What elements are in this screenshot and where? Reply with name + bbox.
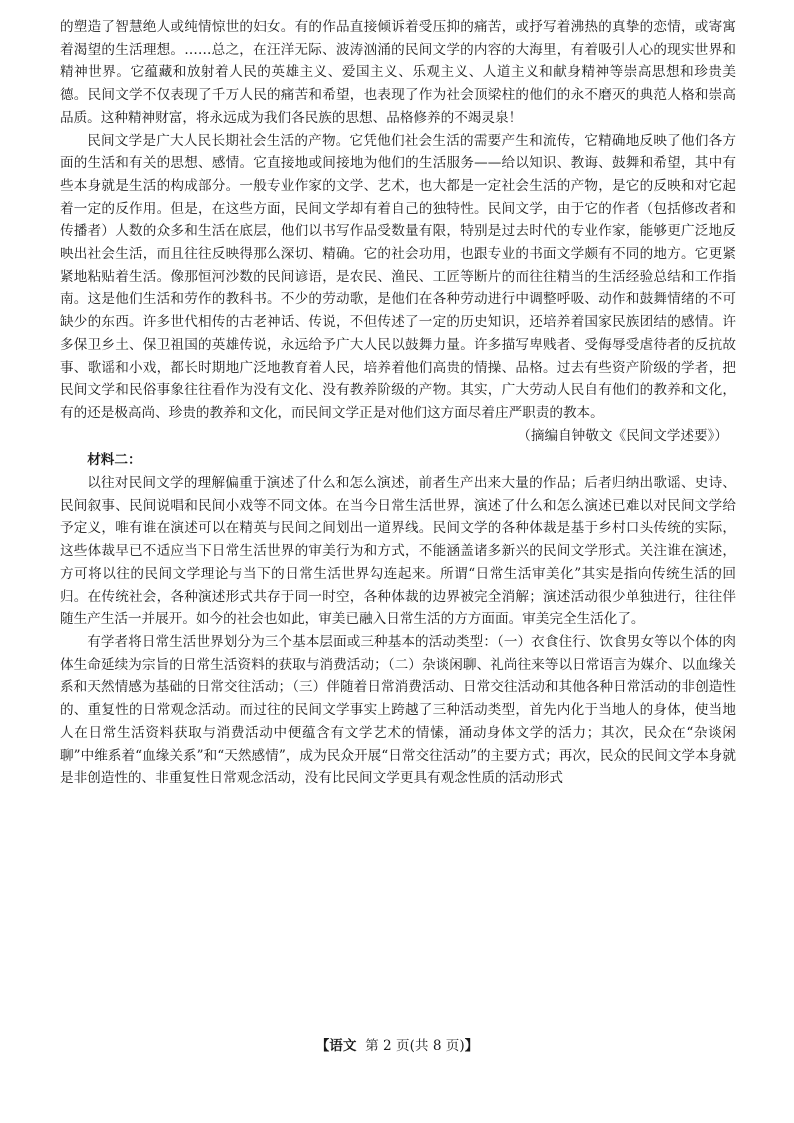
paragraph-material2-second: 有学者将日常生活世界划分为三个基本层面或三种基本的活动类型：（一）衣食住行、饮食男女等以个体的肉体生命延续为宗旨的日常生活资料的获取与消费活动；（二）杂谈闲聊、礼尚往来等以日常语言为媒介、以血缘关系和天然情感为基础的日常交往活动；（三）伴随着日常消费活动、日常交往活动和其他各种日常活动的非创造性的、重复性的日常观念活动。而过往的民间文学事实上跨越了三种活动类型，首先内化于当地人的身体，使当地人在日常生活资料获取与消费活动中便蕴含有文学艺术的情愫，涌动身体文学的活力；其次，民众在“杂谈闲聊”中维系着“血缘关系”和“天然感情”，成为民众开展“日常交往活动”的主要方式；再次，民众的民间文学本身就是非创造性的、非重复性日常观念活动，没有比民间文学更具有观念性质的活动形式 [60,633,736,787]
paragraph-material1-second: 民间文学是广大人民长期社会生活的产物。它凭他们社会生活的需要产生和流传，它精确地反映了他们各方面的生活和有关的思想、感情。它直接地或间接地为他们的生活服务——给以知识、教诲、鼓舞和希望，其中有些本身就是生活的构成部分。一般专业作家的文学、艺术，也大都是一定社会生活的产物，是它的反映和对它起着一定的反作用。但是，在这些方面，民间文学却有着自己的独特性。民间文学，由于它的作者（包括修改者和传播者）人数的众多和生活在底层，他们以书写作品受数量有限，特别是过去时代的专业作家，能够更广泛地反映出社会生活，而且往往反映得那么深切、精确。它的社会功用，也跟专业的书面文学颇有不同的地方。它更紧紧地粘贴着生活。像那恒河沙数的民间谚语，是农民、渔民、工匠等断片的而往往精当的生活经验总结和工作指南。这是他们生活和劳作的教科书。不少的劳动歌，是他们在各种劳动进行中调整呼吸、动作和鼓舞情绪的不可缺少的东西。许多世代相传的古老神话、传说，不但传述了一定的历史知识，还培养着国家民族团结的感情。许多保卫乡土、保卫祖国的英雄传说，永远给予广大人民以鼓舞力量。许多描写卑贱者、受侮辱受虐待者的反抗故事、歌谣和小戏，都长时期地广泛地教育着人民，培养着他们高贵的情操、品格。过去有些资产阶级的学者，把民间文学和民俗事象往往看作为没有文化、没有教养阶级的产物。其实，广大劳动人民自有他们的教养和文化，有的还是极高尚、珍贵的教养和文化，而民间文学正是对他们这方面尽着庄严职责的教本。 [60,132,736,421]
paragraph-material2-first: 以往对民间文学的理解偏重于演述了什么和怎么演述，前者生产出来大量的作品；后者归纳出歌谣、史诗、民间叙事、民间说唱和民间小戏等不同文体。在当今日常生活世界，演述了什么和怎么演述已难以对民间文学给予定义，唯有谁在演述可以在精英与民间之间划出一道界线。民间文学的各种体裁是基于乡村口头传统的实际，这些体裁早已不适应当下日常生活世界的审美行为和方式，不能涵盖诸多新兴的民间文学形式。关注谁在演述，方可将以往的民间文学理论与当下的日常生活世界勾连起来。所谓“日常生活审美化”其实是指向传统生活的回归。在传统社会，各种演述形式共存于同一时空，各种体裁的边界被完全消解；演述活动很少单独进行，往往伴随生产生活一并展开。如今的社会也如此，审美已融入日常生活的方方面面。审美完全生活化了。 [60,475,736,628]
footer-subject: 语文 [329,1038,357,1054]
footer-page-info: 第 2 页(共 8 页) [365,1038,465,1054]
paragraph-material1-continued: 的塑造了智慧绝人或纯情惊世的妇女。有的作品直接倾诉着受压抑的痛苦，或抒写着沸热的真挚的恋情，或寄寓着渴望的生活理想。……总之，在汪洋无际、波涛汹涌的民间文学的内容的大海里，有着吸引人心的现实世界和精神世界。它蕴藏和放射着人民的英雄主义、爱国主义、乐观主义、人道主义和献身精神等崇高思想和珍贵美德。民间文学不仅表现了千万人民的痛苦和希望，也表现了作为社会顶梁柱的他们的永不磨灭的典范人格和崇高品质。这种精神财富，将永远成为我们各民族的思想、品格修养的不竭灵泉！ [60,19,736,126]
footer-close-bracket: 】 [464,1038,479,1054]
material2-heading: 材料二： [87,452,142,469]
footer-open-bracket: 【 [315,1038,330,1054]
source-citation: （摘编自钟敬文《民间文学述要》） [517,427,728,444]
page-body [60,16,736,790]
page-footer [0,1036,794,1056]
